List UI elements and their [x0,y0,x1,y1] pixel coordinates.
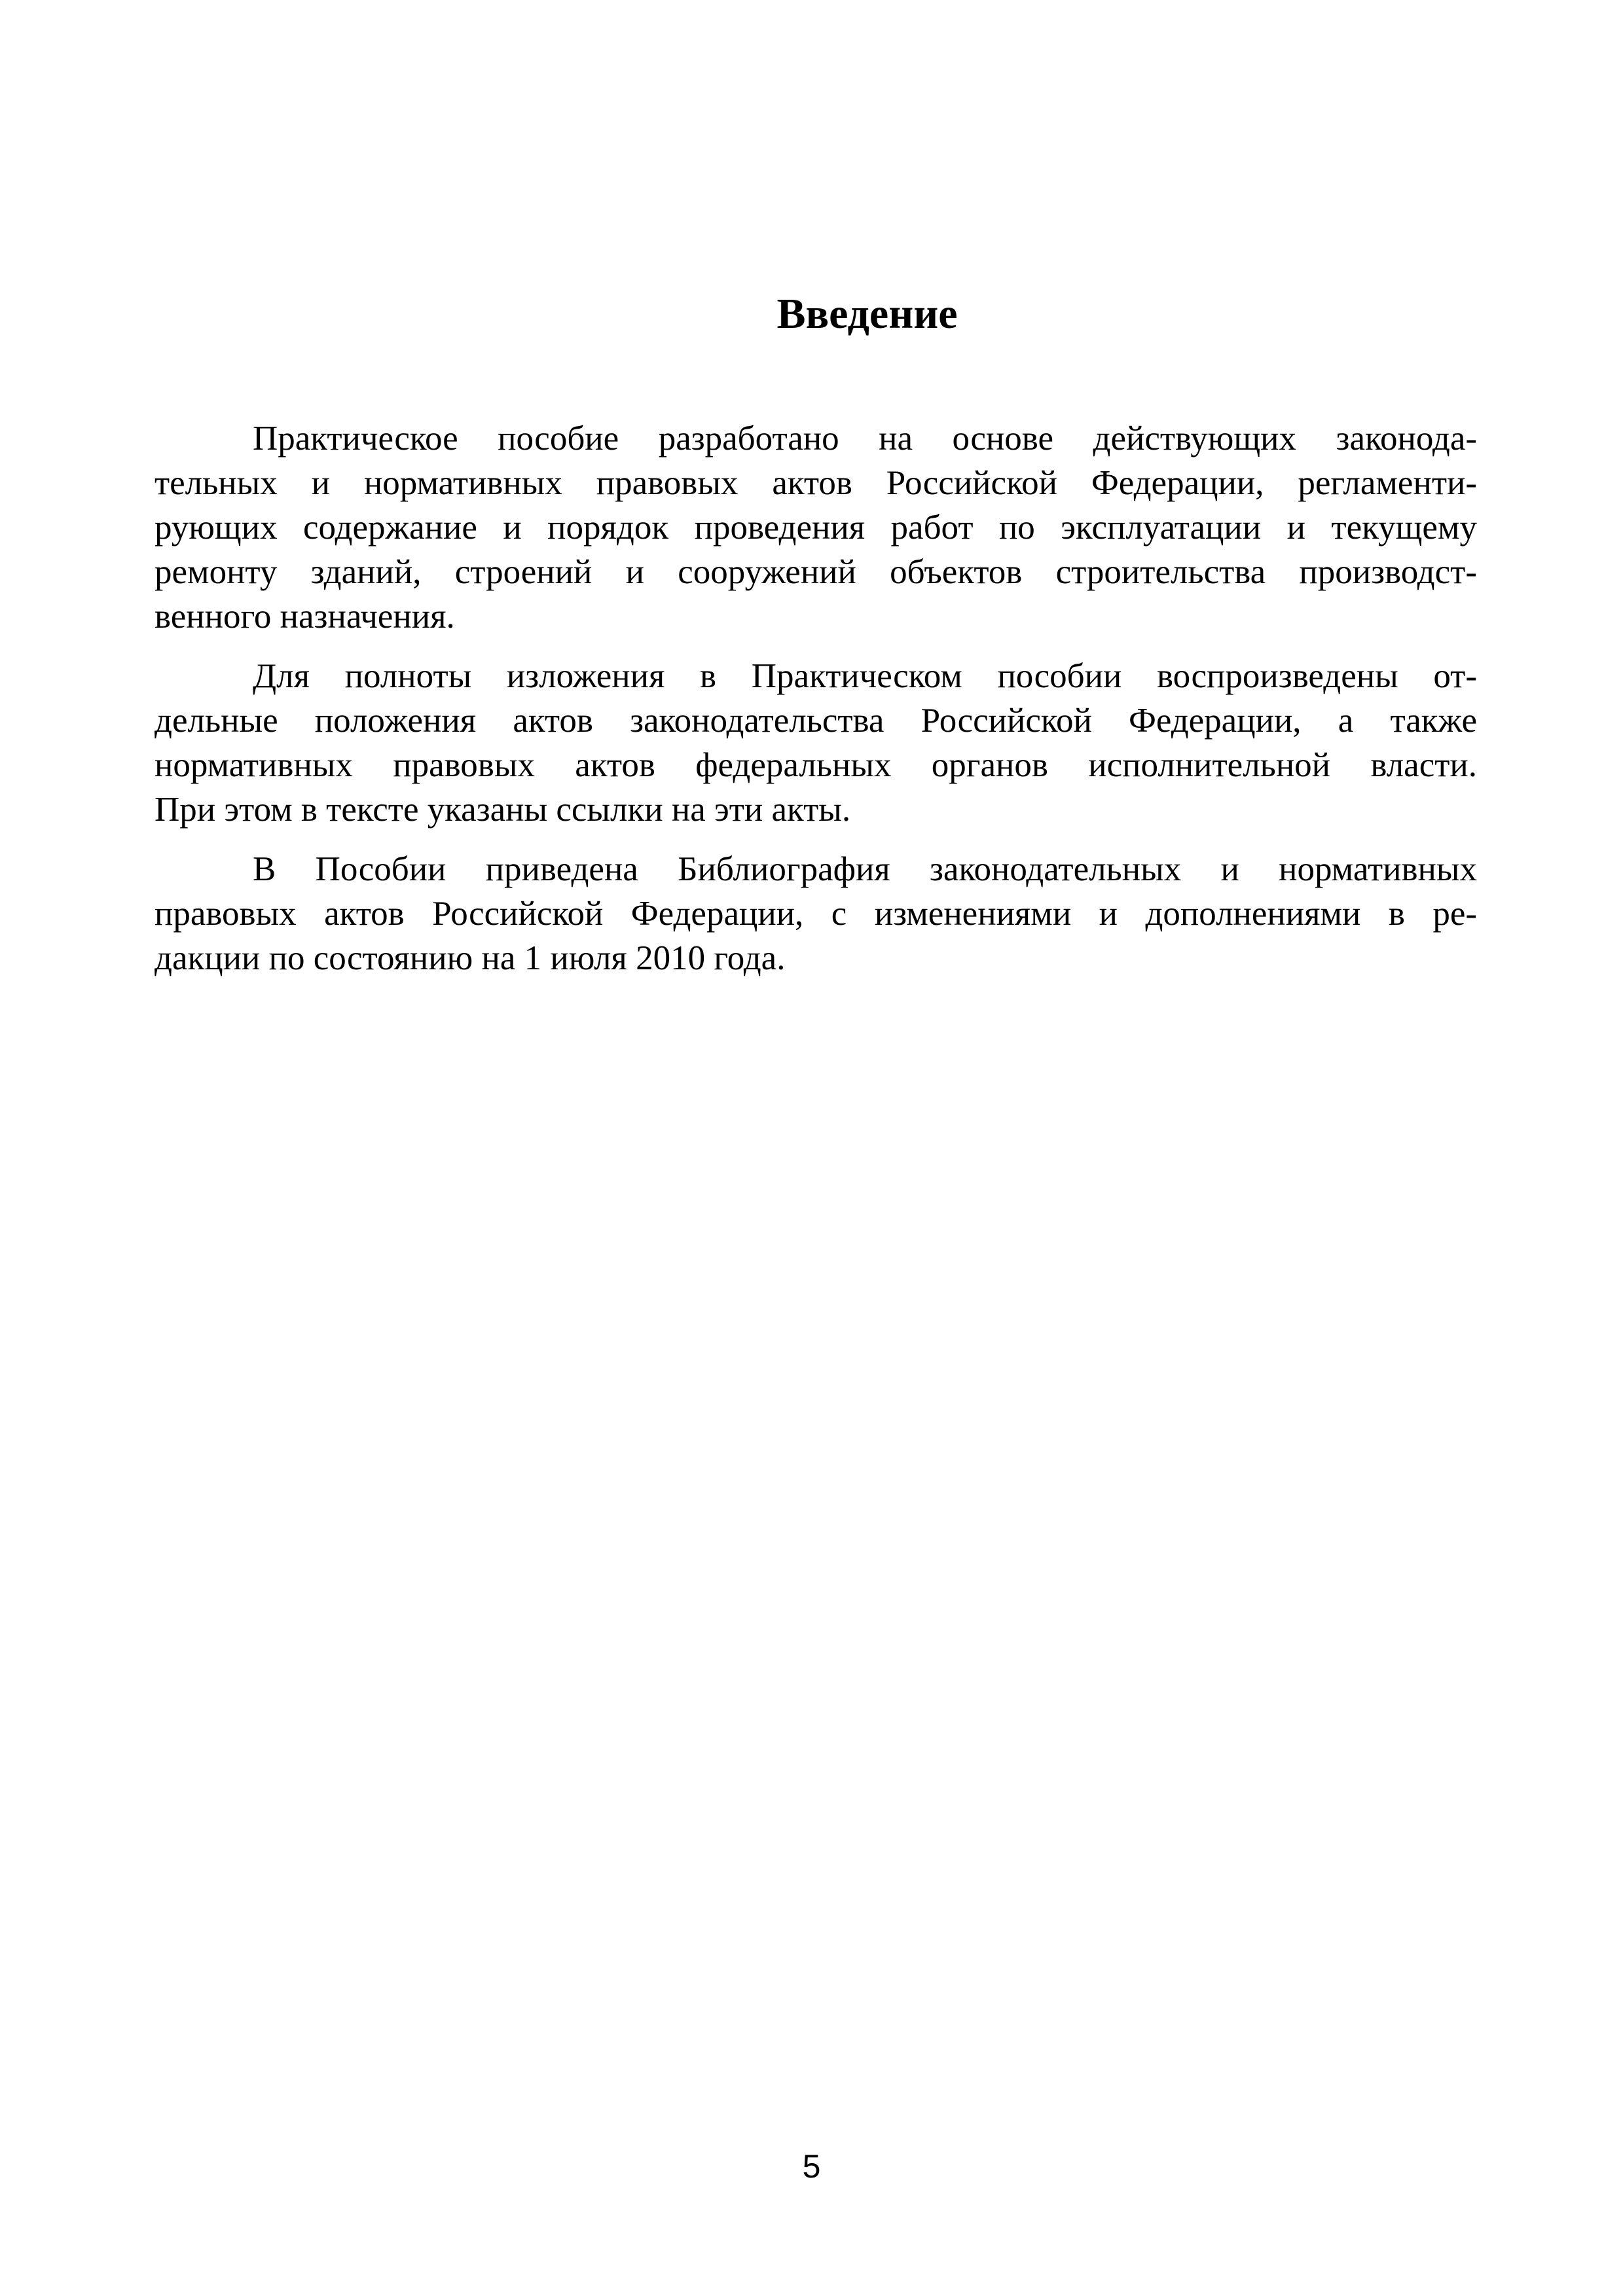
text-line: правовых актов Российской Федерации, с изменениями и дополнениями в ре- [155,895,1477,933]
text-line: дельные положения актов законодательства Российской Федерации, а также [155,702,1477,740]
body-text [155,416,1477,996]
text-line: венного назначения. [155,598,455,636]
paragraph-bibliography [155,847,1477,980]
text-line: ремонту зданий, строений и сооружений объектов строительства производст- [155,553,1477,591]
page-title: Введение [776,290,958,338]
text-line: нормативных правовых актов федеральных органов исполнительной власти. [155,746,1477,784]
text-line: В Пособии приведена Библиография законодательных и нормативных [253,850,1477,888]
text-line: При этом в тексте указаны ссылки на эти акты. [155,791,851,829]
text-line: дакции по состоянию на 1 июля 2010 года. [155,939,786,977]
paragraph-purpose [155,416,1477,639]
text-line: тельных и нормативных правовых актов Российской Федерации, регламенти- [155,464,1477,502]
page-number: 5 [802,2148,821,2185]
text-line: Практическое пособие разработано на основе действующих законода- [253,420,1477,457]
text-line: рующих содержание и порядок проведения работ по эксплуатации и текущему [155,509,1477,547]
paragraph-completeness [155,654,1477,832]
text-line: Для полноты изложения в Практическом пособии воспроизведены от- [253,657,1477,695]
